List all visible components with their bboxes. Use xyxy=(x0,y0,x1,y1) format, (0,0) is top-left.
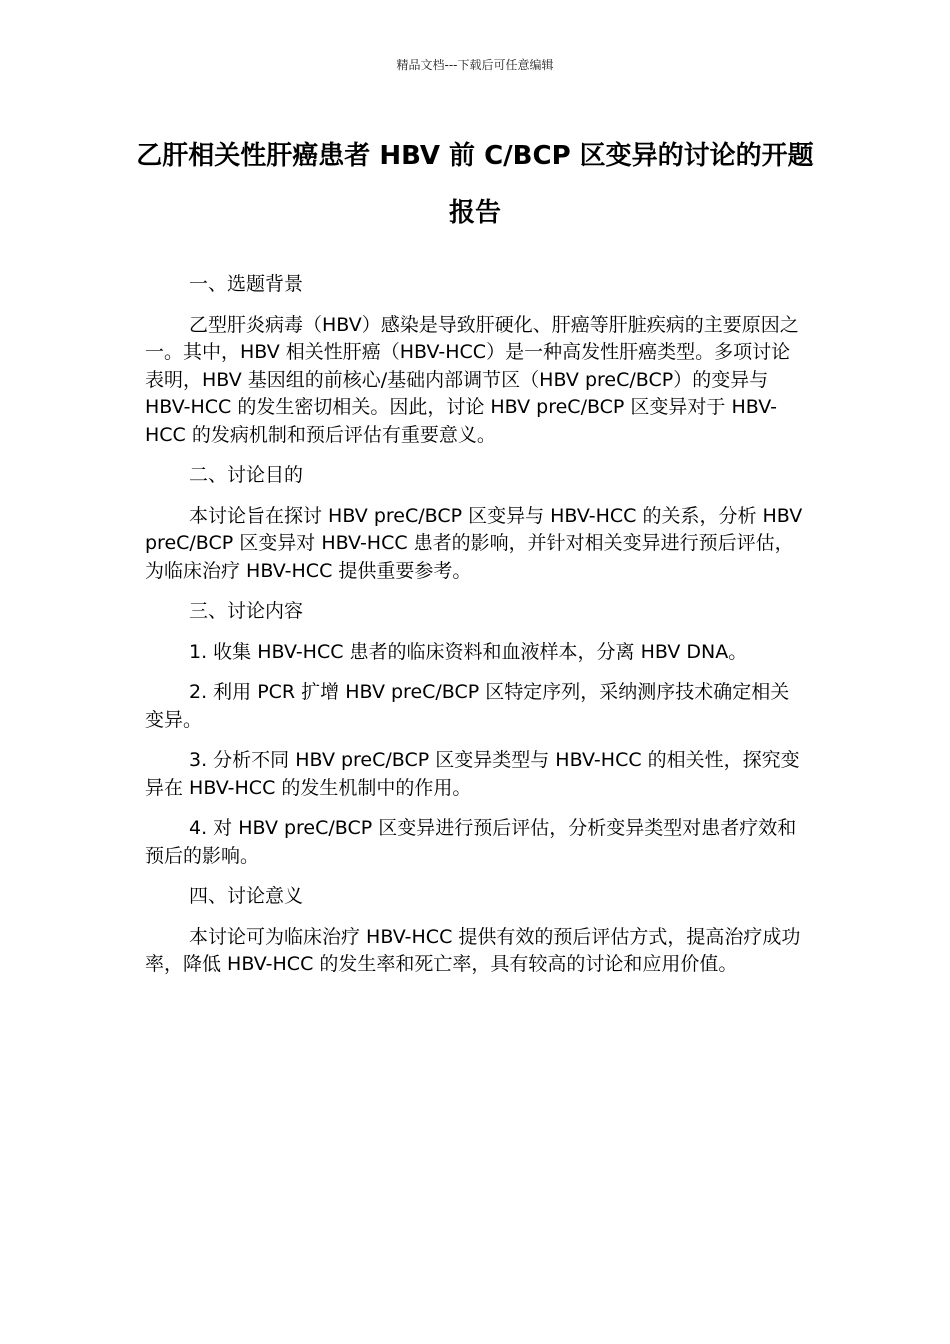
content-item-3: 3. 分析不同 HBV preC/BCP 区变异类型与 HBV-HCC 的相关性，探究变异在 HBV-HCC 的发生机制中的作用。 xyxy=(145,749,800,799)
document-title: 乙肝相关性肝癌患者 HBV 前 C/BCP 区变异的讨论的开题报告 xyxy=(136,141,814,228)
document-body xyxy=(145,271,805,992)
header-note: 精品文档---下载后可任意编辑 xyxy=(396,58,554,72)
content-item-2: 2. 利用 PCR 扩增 HBV preC/BCP 区特定序列，采纳测序技术确定相关变异。 xyxy=(145,681,790,731)
paragraph-background: 乙型肝炎病毒（HBV）感染是导致肝硬化、肝癌等肝脏疾病的主要原因之一。其中，HBV 相关性肝癌（HBV-HCC）是一种高发性肝癌类型。多项讨论表明，HBV 基因组的前核心/基础内部调节区（HBV preC/BCP）的变异与 HBV-HCC 的发生密切相关。因此，讨论 HBV preC/BCP 区变异对于 HBV-HCC 的发病机制和预后评估有重要意义。 xyxy=(145,313,799,446)
section-heading-significance: 四、讨论意义 xyxy=(189,885,304,907)
paragraph-significance: 本讨论可为临床治疗 HBV-HCC 提供有效的预后评估方式，提高治疗成功率，降低 HBV-HCC 的发生率和死亡率，具有较高的讨论和应用价值。 xyxy=(145,925,801,975)
section-heading-background: 一、选题背景 xyxy=(189,273,304,295)
content-item-1: 1. 收集 HBV-HCC 患者的临床资料和血液样本，分离 HBV DNA。 xyxy=(189,640,748,663)
section-heading-purpose: 二、讨论目的 xyxy=(189,464,304,486)
section-heading-content: 三、讨论内容 xyxy=(189,600,304,622)
content-item-4: 4. 对 HBV preC/BCP 区变异进行预后评估，分析变异类型对患者疗效和预后的影响。 xyxy=(145,817,797,867)
paragraph-purpose: 本讨论旨在探讨 HBV preC/BCP 区变异与 HBV-HCC 的关系，分析 HBV preC/BCP 区变异对 HBV-HCC 患者的影响，并针对相关变异进行预后评估，为临床治疗 HBV-HCC 提供重要参考。 xyxy=(145,504,803,582)
